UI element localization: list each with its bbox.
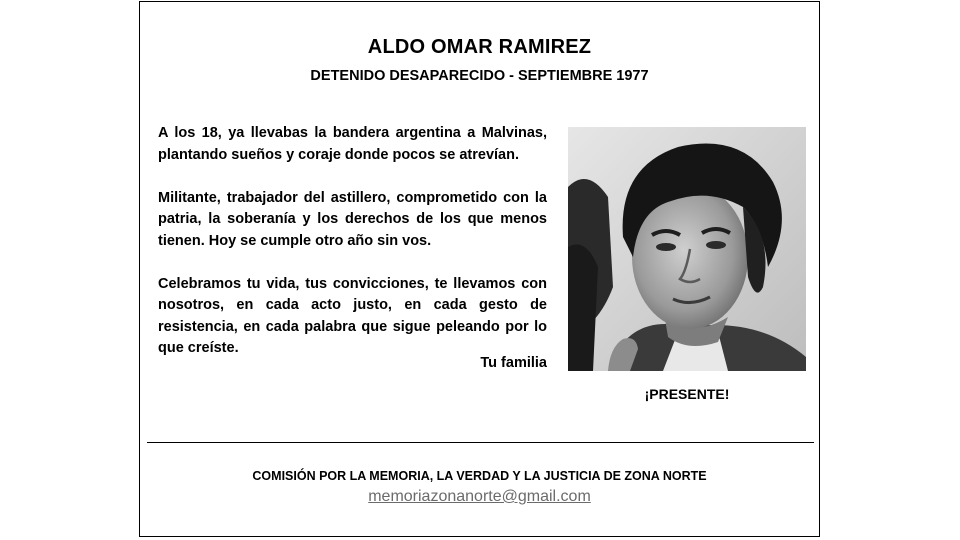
memorial-notice [139, 1, 820, 537]
email-link[interactable]: memoriazonanorte@gmail.com [368, 488, 591, 505]
portrait-image [568, 127, 806, 371]
page-subtitle: DETENIDO DESAPARECIDO - SEPTIEMBRE 1977 [310, 68, 649, 84]
divider [147, 442, 814, 443]
message-body [158, 123, 547, 381]
organization-name: COMISIÓN POR LA MEMORIA, LA VERDAD Y LA JUSTICIA DE ZONA NORTE [252, 469, 707, 483]
email-container [140, 488, 819, 506]
signature: Tu familia [480, 355, 547, 371]
portrait-photo [568, 127, 806, 371]
message-paragraph: Celebramos tu vida, tus convicciones, te llevamos con nosotros, en cada acto justo, en cada gesto de resistencia, en cada palabra que sigue peleando por lo que creíste. [158, 275, 547, 356]
message-paragraph: Militante, trabajador del astillero, comprometido con la patria, la soberanía y los derechos de los que menos tienen. Hoy se cumple otro año sin vos. [158, 189, 547, 249]
presente-caption: ¡PRESENTE! [644, 386, 730, 402]
message-paragraph: A los 18, ya llevabas la bandera argentina a Malvinas, plantando sueños y coraje donde pocos se atrevían. [158, 125, 547, 163]
page-title: ALDO OMAR RAMIREZ [367, 36, 592, 58]
